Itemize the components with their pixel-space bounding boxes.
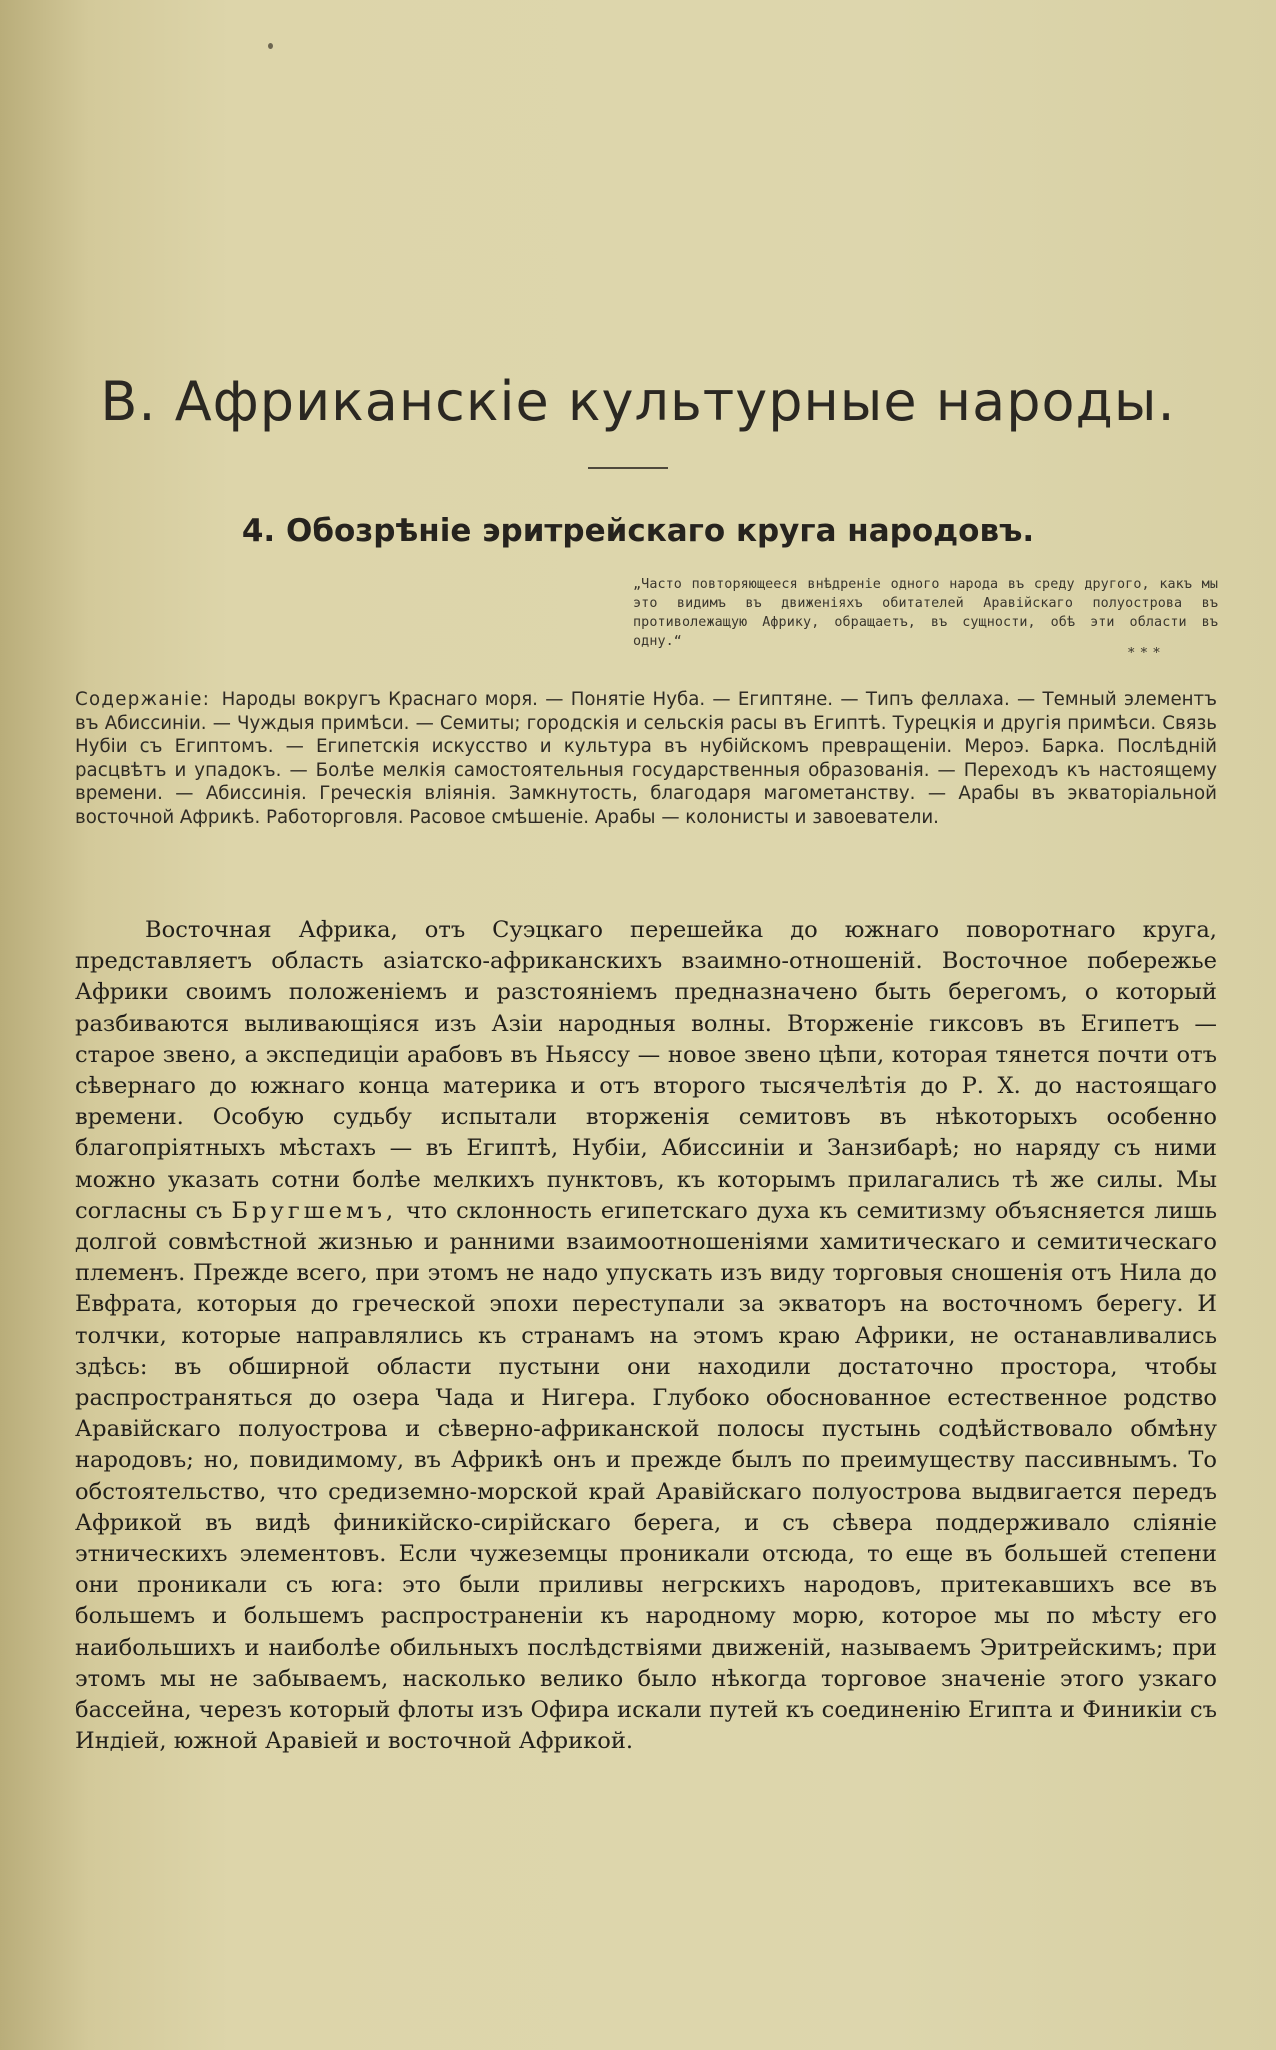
part-title: В. Африканскіе культурные народы. — [100, 370, 1176, 433]
body-paragraph — [75, 915, 1217, 1757]
chapter-contents — [75, 688, 1217, 830]
body-text-part-2: что склонность египетскаго духа къ семитизму объясняется лишь долгой совмѣстной жизнью и ранними взаимоотношеніями хамитическаго и семитическаго племенъ. Прежде всего, при этомъ не надо упускать изъ виду торговыя сношенія отъ Нила до Евфрата, которыя до греческой эпохи переступали за экваторъ на восточномъ берегу. И толчки, которые направлялись къ странамъ на этомъ краю Африки, не останавливались здѣсь: въ обширной области пустыни они находили достаточно простора, чтобы распространяться до озера Чада и Нигера. Глубоко обоснованное естественное родство Аравійскаго полуострова и сѣверно-африканской полосы пустынь содѣйствовало обмѣну народовъ; но, повидимому, въ Африкѣ онъ и прежде былъ по преимуществу пассивнымъ. То обстоятельство, что средиземно-морской край Аравійскаго полуострова выдвигается передъ Африкой въ видѣ финикійско-сирійскаго берега, и съ сѣвера поддерживало сліяніе этническихъ элементовъ. Если чужеземцы проникали отсюда, то еще въ большей степени они проникали съ юга: это были приливы негрскихъ народовъ, притекавшихъ все въ большемъ и большемъ распространеніи къ народному морю, которое мы по мѣсту его наибольшихъ и наиболѣе обильныхъ послѣдствіями движеній, называемъ Эритрейскимъ; при этомъ мы не забываемъ, насколько велико было нѣкогда торговое значеніе этого узкаго бассейна, черезъ который флоты изъ Офира искали путей къ соединенію Египта и Финикіи съ Индіей, южной Аравіей и восточной Африкой. — [75, 1197, 1217, 1755]
contents-text: Народы вокругъ Краснаго моря. — Понятіе Нуба. — Египтяне. — Типъ феллаха. — Темный элементъ въ Абиссиніи. — Чуждыя примѣси. — Семиты; городскія и сельскія расы въ Египтѣ. Турецкія и другія примѣси. Связь Нубіи съ Египтомъ. — Египетскія искусство и культура въ нубійскомъ превращеніи. Мероэ. Барка. Послѣдній расцвѣтъ и упадокъ. — Болѣе мелкія самостоятельныя государственныя образованія. — Переходъ къ настоящему времени. — Абиссинія. Греческія вліянія. Замкнутость, благодаря магометанству. — Арабы въ экваторіальной восточной Африкѣ. Работорговля. Расовое смѣшеніе. Арабы — колонисты и завоеватели. — [75, 689, 1217, 828]
contents-label: Содержаніе: — [75, 689, 211, 710]
epigraph: „Часто повторяющееся внѣдреніе одного народа въ среду другого, какъ мы это видимъ въ движеніяхъ обитателей Аравійскаго полуострова въ противолежащую Африку, обращаетъ, въ сущности, обѣ эти области въ одну.“ — [633, 577, 1218, 649]
chapter-title: 4. Обозрѣніе эритрейскаго круга народовъ. — [241, 513, 1035, 549]
asterism-mark: * * * — [1128, 646, 1161, 661]
ink-speck — [268, 43, 273, 49]
body-text-part-1: Восточная Африка, отъ Суэцкаго перешейка до южнаго поворотнаго круга, представляетъ область азіатско-африканскихъ взаимно-отношеній. Восточное побережье Африки своимъ положеніемъ и разстояніемъ предназначено быть берегомъ, о который разбиваются выливающіяся изъ Азіи народныя волны. Вторженіе гиксовъ въ Египетъ — старое звено, а экспедиціи арабовъ въ Ньяссу — новое звено цѣпи, которая тянется почти отъ сѣвернаго до южнаго конца материка и отъ второго тысячелѣтія до Р. Х. до настоящаго времени. Особую судьбу испытали вторженія семитовъ въ нѣкоторыхъ особенно благопріятныхъ мѣстахъ — въ Египтѣ, Нубіи, Абиссиніи и Занзибарѣ; но наряду съ ними можно указать сотни болѣе мелкихъ пунктовъ, къ которымъ прилагались тѣ же силы. Мы согласны съ — [75, 917, 1217, 1224]
author-name: Бругшемъ, — [231, 1197, 398, 1224]
title-divider — [588, 467, 668, 469]
